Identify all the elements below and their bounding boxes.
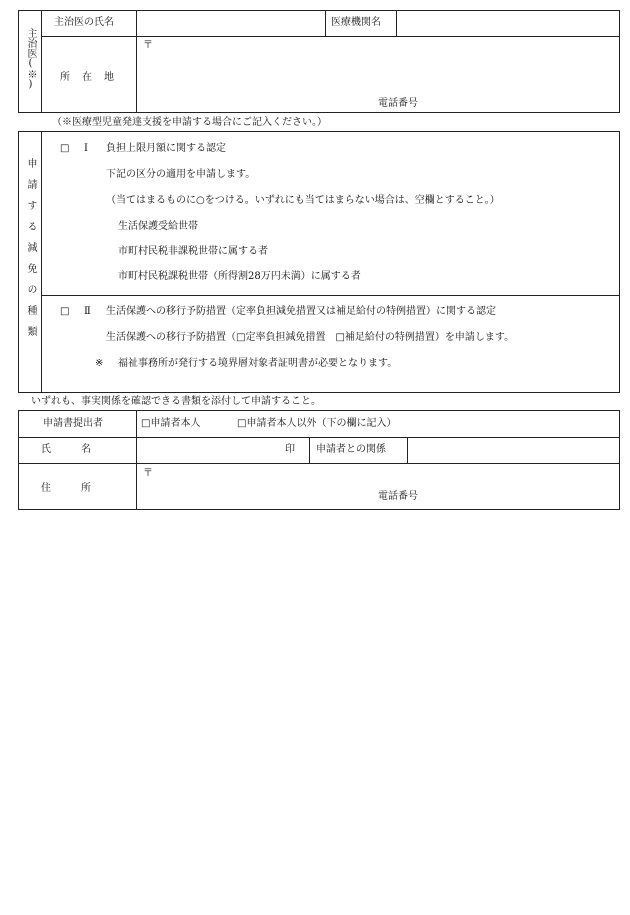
section1-line2: （当てはまるものに○をつける。いずれにも当てはまらない場合は、空欄とすること。） (106, 195, 500, 206)
submitter-phone-label: 電話番号 (378, 491, 418, 502)
doctor-postal-mark: 〒 (143, 40, 153, 51)
option-nontaxed[interactable]: 市町村民税非課税世帯に属する者 (118, 246, 268, 257)
relation-field[interactable] (408, 438, 619, 462)
section2-numeral: Ⅱ (84, 306, 91, 317)
doctor-side-label: 主治医(※) (25, 28, 36, 90)
section2-line1: 生活保護への移行予防措置（□定率負担減免措置 □補足給付の特例措置）を申請します。 (106, 332, 515, 343)
submitter-name-label: 氏 名 (41, 444, 91, 455)
seal-mark: 印 (285, 444, 295, 455)
submitter-option-self[interactable]: □申請者本人 (141, 418, 201, 429)
relation-label: 申請者との関係 (316, 444, 386, 455)
submitter-name-field[interactable] (137, 438, 308, 462)
reduction-side-label: 申請する減免の種類 (25, 158, 36, 347)
section1-title: 負担上限月額に関する認定 (106, 143, 226, 154)
attach-note: いずれも、事実関係を確認できる書類を添付して申請すること。 (31, 396, 321, 407)
doctor-name-label: 主治医の氏名 (54, 17, 114, 28)
option-welfare[interactable]: 生活保護受給世帯 (118, 221, 198, 232)
submitter-label: 申請書提出者 (43, 418, 103, 429)
section2-note: 福祉事務所が発行する境界層対象者証明書が必要となります。 (118, 358, 398, 369)
doctor-phone-label: 電話番号 (378, 98, 418, 109)
institution-field[interactable] (397, 11, 619, 35)
medical-note: （※医療型児童発達支援を申請する場合にご記入ください。） (52, 117, 327, 128)
section1-line1: 下記の区分の適用を申請します。 (106, 169, 256, 180)
doctor-name-field[interactable] (137, 11, 324, 35)
submitter-option-other[interactable]: □申請者本人以外（下の欄に記入） (237, 418, 397, 429)
submitter-address-label: 住 所 (41, 483, 91, 494)
section1-numeral: Ⅰ (84, 143, 88, 154)
section1-checkbox[interactable]: □ (60, 143, 70, 154)
submitter-postal-mark: 〒 (143, 468, 153, 479)
doctor-address-label: 所 在 地 (60, 72, 115, 83)
section2-checkbox[interactable]: □ (60, 306, 70, 317)
option-taxed[interactable]: 市町村民税課税世帯（所得割28万円未満）に属する者 (118, 271, 361, 282)
institution-label: 医療機関名 (331, 17, 381, 28)
section2-note-mark: ※ (95, 358, 104, 369)
section2-title: 生活保護への移行予防措置（定率負担減免措置又は補足給付の特例措置）に関する認定 (106, 306, 496, 317)
